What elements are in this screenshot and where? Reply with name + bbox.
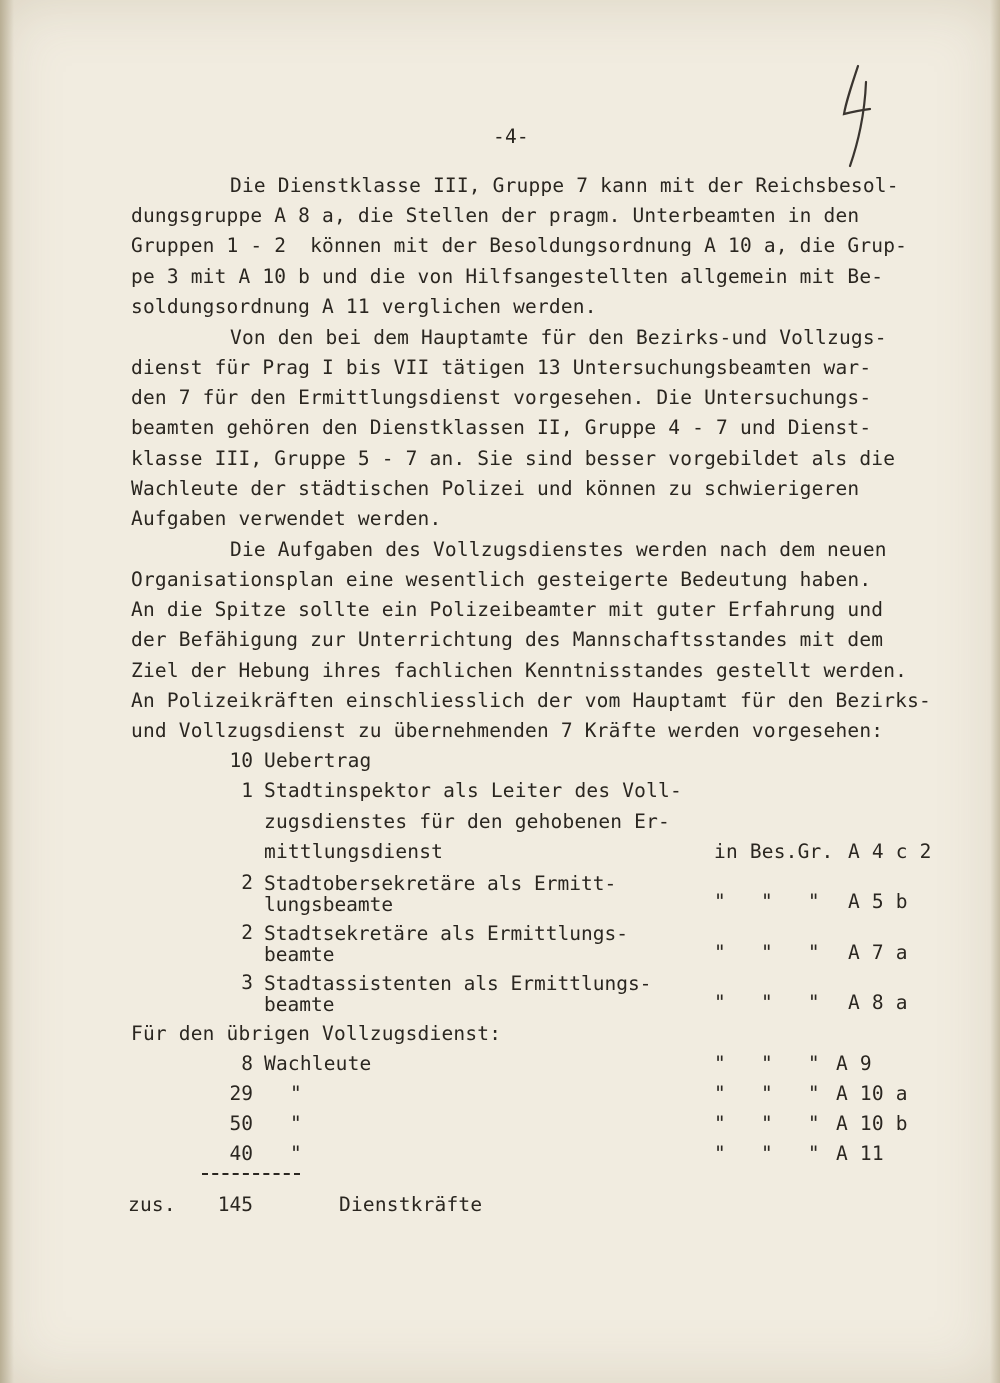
- table-row-label: Wachleute: [264, 1052, 372, 1075]
- table-row-count: 3: [241, 971, 253, 994]
- table-row-count: 50: [229, 1112, 253, 1135]
- table-row-grade: A 8 a: [848, 991, 908, 1014]
- table-row-grade: A 10 a: [836, 1082, 908, 1105]
- table-row-grade: A 11: [836, 1142, 884, 1165]
- table-row-count: 8: [241, 1052, 253, 1075]
- table-row-reference: " " ": [714, 1082, 820, 1105]
- table-row-count: 40: [229, 1142, 253, 1165]
- uebertrag-label: Uebertrag: [264, 749, 372, 772]
- uebertrag-count: 10: [229, 749, 253, 772]
- paragraph1-line: pe 3 mit A 10 b und die von Hilfsangestellten allgemein mit Be-: [131, 265, 884, 288]
- paragraph3-line: An Polizeikräften einschliesslich der vom Hauptamt für den Bezirks-: [131, 689, 931, 712]
- paragraph3-line: Organisationsplan eine wesentlich gesteigerte Bedeutung haben.: [131, 568, 872, 591]
- paragraph2-line: klasse III, Gruppe 5 - 7 an. Sie sind besser vorgebildet als die: [131, 447, 896, 470]
- table-row-label: ": [290, 1112, 302, 1135]
- paragraph1-line: Die Dienstklasse III, Gruppe 7 kann mit der Reichsbesol-: [230, 174, 899, 197]
- table-row-description: beamte: [264, 993, 335, 1016]
- paragraph3-line: der Befähigung zur Unterrichtung des Mannschaftsstandes mit dem: [131, 628, 884, 651]
- page-number: -4-: [493, 125, 529, 148]
- table-row-description: Stadtobersekretäre als Ermitt-: [264, 872, 617, 895]
- paragraph3-line: und Vollzugsdienst zu übernehmenden 7 Kräfte werden vorgesehen:: [131, 719, 884, 742]
- table-row-description: Stadtinspektor als Leiter des Voll-: [264, 779, 682, 802]
- table-row-grade: A 5 b: [848, 890, 908, 913]
- table-row-reference: " " ": [714, 1112, 820, 1135]
- table-row-description: mittlungsdienst: [264, 840, 444, 863]
- table-row-grade: A 9: [836, 1052, 872, 1075]
- paragraph2-line: beamten gehören den Dienstklassen II, Gruppe 4 - 7 und Dienst-: [131, 416, 872, 439]
- paragraph2-line: dienst für Prag I bis VII tätigen 13 Untersuchungsbeamten war-: [131, 356, 872, 379]
- total-prefix: zus.: [128, 1193, 176, 1216]
- paragraph2-line: den 7 für den Ermittlungsdienst vorgesehen. Die Untersuchungs-: [131, 386, 872, 409]
- total-count: 145: [217, 1193, 253, 1216]
- paragraph1-line: dungsgruppe A 8 a, die Stellen der pragm. Unterbeamten in den: [131, 204, 860, 227]
- table-row-count: 29: [229, 1082, 253, 1105]
- sum-divider-line: [202, 1173, 300, 1175]
- table-row-description: beamte: [264, 943, 335, 966]
- table-row-grade: A 4 c 2: [848, 840, 932, 863]
- total-label: Dienstkräfte: [339, 1193, 483, 1216]
- table-row-label: ": [290, 1082, 302, 1105]
- paragraph2-line: Von den bei dem Hauptamte für den Bezirks-und Vollzugs-: [230, 326, 887, 349]
- paragraph2-line: Wachleute der städtischen Polizei und können zu schwierigeren: [131, 477, 860, 500]
- page-edge-shadow-left: [0, 0, 14, 1383]
- table-row-reference: in Bes.Gr.: [714, 840, 834, 863]
- table-row-count: 2: [241, 921, 253, 944]
- paragraph1-line: soldungsordnung A 11 verglichen werden.: [131, 295, 597, 318]
- table-row-reference: " " ": [714, 1052, 820, 1075]
- paragraph1-line: Gruppen 1 - 2 können mit der Besoldungsordnung A 10 a, die Grup-: [131, 234, 908, 257]
- handwritten-page-mark: [838, 62, 878, 172]
- table-row-reference: " " ": [714, 1142, 820, 1165]
- table-row-reference: " " ": [714, 991, 820, 1014]
- paragraph3-line: Die Aufgaben des Vollzugsdienstes werden nach dem neuen: [230, 538, 887, 561]
- remaining-service-heading: Für den übrigen Vollzugsdienst:: [131, 1022, 502, 1045]
- table-row-label: ": [290, 1142, 302, 1165]
- table-row-grade: A 7 a: [848, 941, 908, 964]
- table-row-grade: A 10 b: [836, 1112, 908, 1135]
- table-row-description: Stadtsekretäre als Ermittlungs-: [264, 922, 628, 945]
- paragraph3-line: An die Spitze sollte ein Polizeibeamter mit guter Erfahrung und: [131, 598, 884, 621]
- table-row-description: zugsdienstes für den gehobenen Er-: [264, 810, 670, 833]
- table-row-description: Stadtassistenten als Ermittlungs-: [264, 972, 652, 995]
- table-row-description: lungsbeamte: [264, 893, 394, 916]
- table-row-reference: " " ": [714, 941, 820, 964]
- table-row-count: 1: [241, 779, 253, 802]
- paragraph2-line: Aufgaben verwendet werden.: [131, 507, 442, 530]
- table-row-count: 2: [241, 871, 253, 894]
- table-row-reference: " " ": [714, 890, 820, 913]
- page-edge-shadow-right: [990, 0, 1000, 1383]
- paragraph3-line: Ziel der Hebung ihres fachlichen Kenntnisstandes gestellt werden.: [131, 659, 908, 682]
